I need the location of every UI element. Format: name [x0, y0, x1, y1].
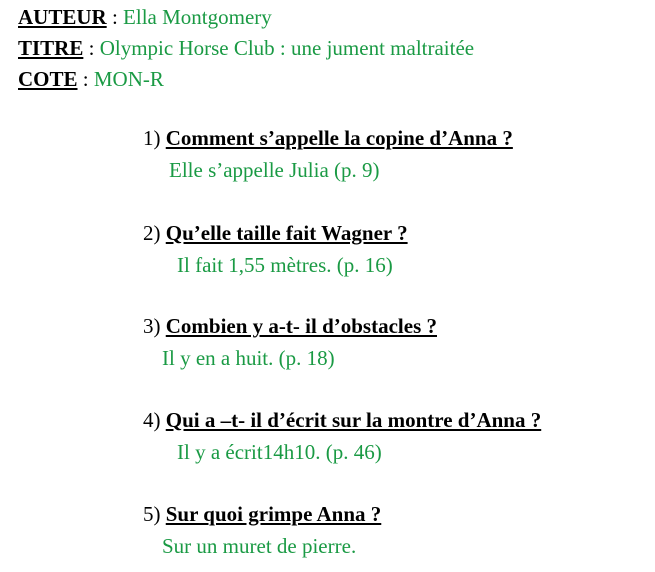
question-text: Comment s’appelle la copine d’Anna ?: [165, 126, 513, 150]
answer-3: Il y en a huit. (p. 18): [162, 346, 335, 370]
title-separator: :: [83, 36, 100, 60]
document-header: [18, 2, 474, 95]
question-3: [143, 311, 437, 342]
author-line: [18, 2, 474, 33]
question-5: [143, 499, 381, 530]
question-text: Combien y a-t- il d’obstacles ?: [165, 314, 437, 338]
title-value: Olympic Horse Club : une jument maltraitée: [99, 36, 475, 60]
title-label: TITRE: [18, 36, 84, 60]
author-label: AUTEUR: [18, 5, 107, 29]
question-text: Qui a –t- il d’écrit sur la montre d’Anna ?: [165, 408, 542, 432]
question-number: 3): [143, 314, 166, 338]
answer-4: Il y a écrit14h10. (p. 46): [177, 440, 382, 464]
question-text: Sur quoi grimpe Anna ?: [165, 502, 382, 526]
question-number: 2): [143, 221, 166, 245]
question-2: [143, 218, 408, 249]
question-1: [143, 123, 513, 154]
call-number-line: [18, 64, 474, 95]
question-number: 1): [143, 126, 166, 150]
question-text: Qu’elle taille fait Wagner ?: [165, 221, 408, 245]
answer-1: Elle s’appelle Julia (p. 9): [169, 158, 380, 182]
call-number-separator: :: [77, 67, 94, 91]
call-number-value: MON-R: [93, 67, 164, 91]
question-number: 5): [143, 502, 166, 526]
author-separator: :: [106, 5, 124, 29]
answer-5: Sur un muret de pierre.: [162, 534, 357, 558]
call-number-label: COTE: [18, 67, 78, 91]
title-line: [18, 33, 474, 64]
answer-2: Il fait 1,55 mètres. (p. 16): [177, 253, 393, 277]
question-number: 4): [143, 408, 166, 432]
author-value: Ella Montgomery: [123, 5, 272, 29]
question-4: [143, 405, 541, 436]
